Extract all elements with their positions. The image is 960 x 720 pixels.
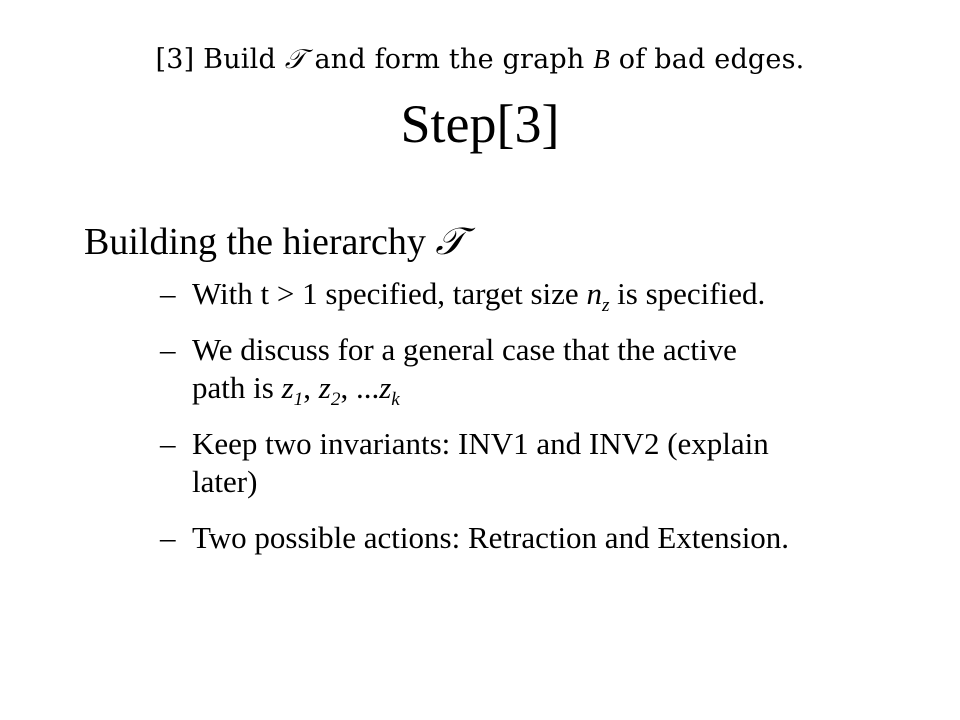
- header-middle: and form the graph: [314, 44, 585, 75]
- sub-bullet-2-line1: We discuss for a general case that the active: [192, 332, 737, 367]
- graph-variable: B: [593, 44, 610, 74]
- sub-bullet-3-line2: later): [192, 464, 258, 499]
- sub-bullet-1-part2: is specified.: [617, 276, 766, 311]
- target-size-var: $n_z$: [586, 276, 610, 317]
- hierarchy-symbol: 𝒯: [284, 44, 306, 74]
- header-suffix: of bad edges.: [618, 44, 805, 75]
- main-bullet-text: Building the hierarchy: [84, 221, 426, 263]
- sub-bullet-4-line1: Two possible actions: Retraction and Extension.: [192, 520, 790, 555]
- sub-bullet-4: [160, 519, 900, 557]
- sub-bullet-2: [160, 331, 900, 411]
- sub-bullet-1-part1: With t > 1 specified, target size: [192, 276, 579, 311]
- bullet-dash: –: [160, 332, 176, 367]
- slide-header-line: [0, 44, 960, 76]
- bullet-dash: –: [160, 426, 176, 461]
- bullet-dash: –: [160, 276, 176, 311]
- main-bullet-symbol: 𝒯: [435, 221, 465, 263]
- bullet-dash: –: [160, 520, 176, 555]
- main-bullet: [84, 220, 465, 266]
- sub-bullet-3: [160, 425, 900, 501]
- header-prefix: [3] Build: [155, 44, 276, 75]
- sub-bullet-list: [160, 275, 900, 575]
- sub-bullet-1: [160, 275, 900, 317]
- slide-title: Step[3]: [400, 94, 560, 154]
- sub-bullet-3-line1: Keep two invariants: INV1 and INV2 (explain: [192, 426, 769, 461]
- sub-bullet-2-line2: path is $z_1$, $z_2$, $...z_k$: [192, 370, 400, 411]
